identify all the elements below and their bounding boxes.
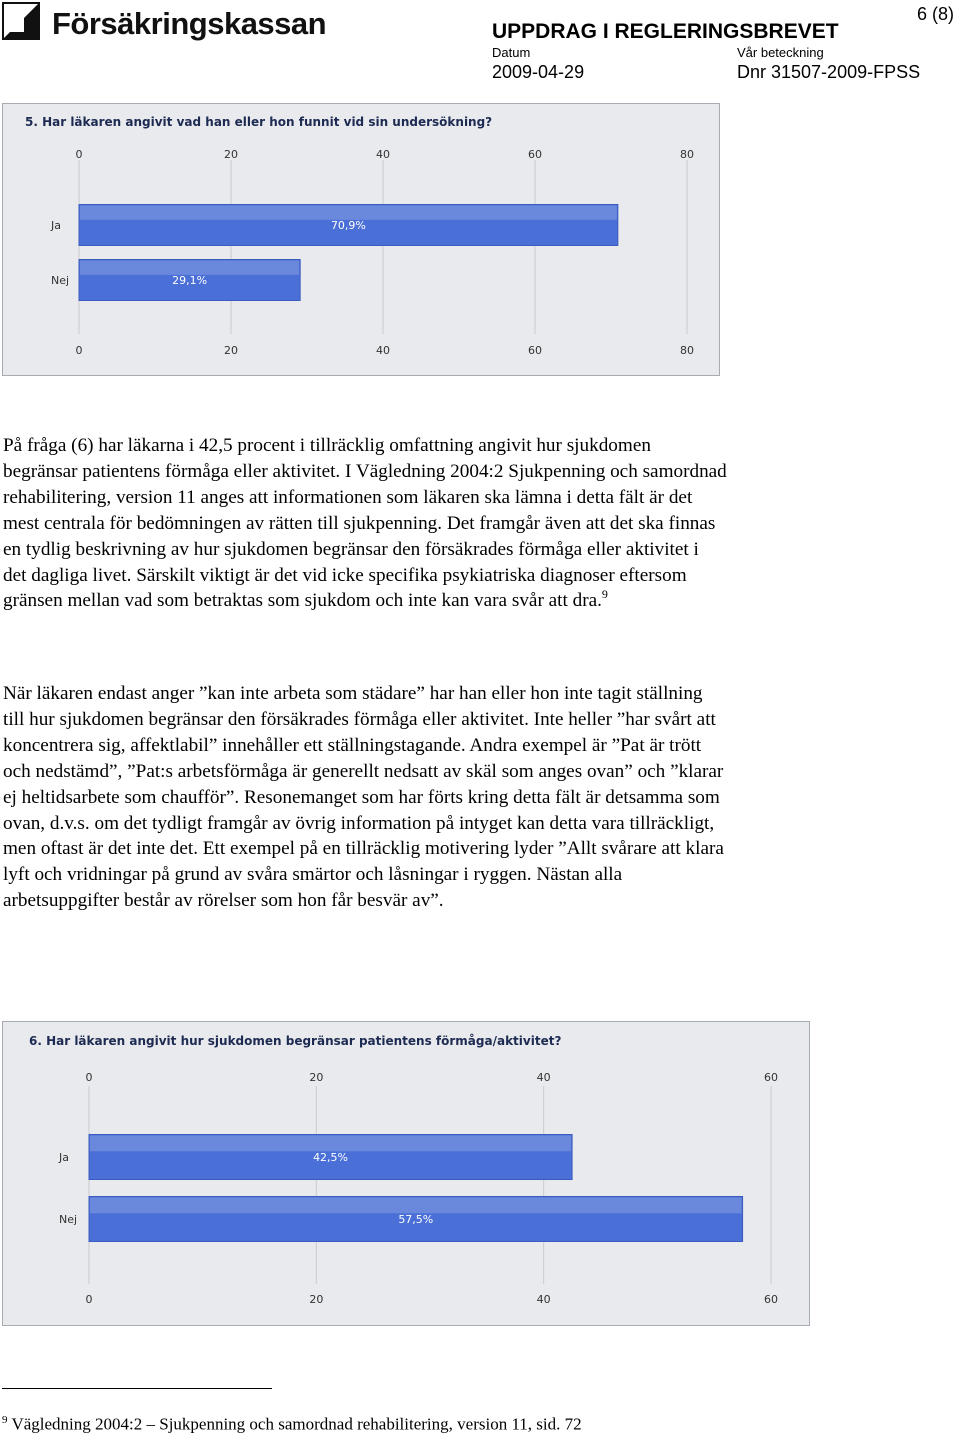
x-tick-label-bottom-2: 40 <box>536 1293 551 1306</box>
page-number: 6 (8) <box>916 4 954 24</box>
x-tick-label-top-3: 60 <box>764 1071 778 1084</box>
x-tick-label-top-3: 60 <box>528 148 542 161</box>
chart-question-6-plot <box>3 1022 809 1325</box>
date-value: 2009-04-29 <box>492 62 585 82</box>
bar-highlight-nej <box>90 1198 742 1214</box>
x-tick-label-top-2: 40 <box>536 1071 551 1084</box>
x-tick-label-top-0: 0 <box>85 1071 93 1084</box>
x-tick-label-bottom-1: 20 <box>224 344 238 357</box>
x-tick-label-bottom-4: 80 <box>680 344 694 357</box>
chart-question-6 <box>2 1021 810 1326</box>
category-label-ja: Ja <box>59 1151 69 1164</box>
category-label-nej: Nej <box>59 1213 78 1226</box>
paragraph-1 <box>3 433 727 614</box>
footnote-reference[interactable]: 9 <box>601 587 608 602</box>
x-tick-label-top-4: 80 <box>680 148 694 161</box>
paragraph-2 <box>3 681 727 914</box>
bar-highlight-ja <box>90 1136 571 1152</box>
logo-mark-icon <box>2 2 40 40</box>
reference-label: Vår beteckning <box>737 45 824 60</box>
x-tick-label-top-0: 0 <box>75 148 83 161</box>
date-label: Datum <box>492 45 531 60</box>
bar-highlight-ja <box>80 206 617 220</box>
data-label-nej: 29,1% <box>172 274 208 287</box>
chart-title: 5. Har läkaren angivit vad han eller hon funnit vid sin undersökning? <box>25 115 493 129</box>
data-label-ja: 42,5% <box>313 1151 349 1164</box>
category-label-ja: Ja <box>51 219 61 232</box>
footnote-text: Vägledning 2004:2 – Sjukpenning och samordnad rehabilitering, version 11, sid. 72 <box>11 1414 582 1434</box>
reference-value: Dnr 31507-2009-FPSS <box>737 62 921 82</box>
category-label-nej: Nej <box>51 274 70 287</box>
document-heading: UPPDRAG I REGLERINGSBREVET <box>492 20 839 43</box>
chart-question-5 <box>2 103 720 376</box>
footnote <box>2 1414 582 1435</box>
x-tick-label-bottom-0: 0 <box>85 1293 93 1306</box>
data-label-ja: 70,9% <box>330 219 366 232</box>
logo-text: Försäkringskassan <box>52 6 327 41</box>
x-tick-label-bottom-1: 20 <box>309 1293 324 1306</box>
x-tick-label-top-1: 20 <box>224 148 238 161</box>
x-tick-label-bottom-3: 60 <box>528 344 542 357</box>
x-tick-label-top-1: 20 <box>309 1071 324 1084</box>
bar-highlight-nej <box>80 261 299 275</box>
chart-question-5-plot <box>3 104 719 375</box>
paragraph-1-text: På fråga (6) har läkarna i 42,5 procent i tillräcklig omfattning angivit hur sjukdomen begränsar patientens förmåga eller aktivitet. I Vägledning 2004:2 Sjukpenning och samordnad rehabilitering, version 11 anges att informationen som läkaren ska lämna i detta fält är det mest centrala för bedömningen av rätten till sjukpenning. Det framgår även att det ska finnas en tydlig beskrivning av hur sjukdomen begränsar den försäkrades förmåga eller aktivitet i det dagliga livet. Särskilt viktigt är det vid icke specifika psykiatriska diagnoser eftersom gränsen mellan vad som betraktas som sjukdom och inte kan vara svår att dra. <box>3 435 727 612</box>
forsakringskassan-logo <box>2 2 342 48</box>
x-tick-label-top-2: 40 <box>376 148 390 161</box>
x-tick-label-bottom-0: 0 <box>75 344 83 357</box>
x-tick-label-bottom-3: 60 <box>764 1293 778 1306</box>
footnote-number: 9 <box>2 1414 8 1426</box>
footnote-separator <box>2 1388 272 1389</box>
chart-title: 6. Har läkaren angivit hur sjukdomen begränsar patientens förmåga/aktivitet? <box>29 1034 562 1048</box>
x-tick-label-bottom-2: 40 <box>376 344 390 357</box>
data-label-nej: 57,5% <box>398 1213 434 1226</box>
paragraph-2-text: När läkaren endast anger ”kan inte arbeta som städare” har han eller hon inte tagit ställning till hur sjukdomen begränsar den försäkrades förmåga eller aktivitet. Inte heller ”har svårt att koncentrera sig, affektlabil” innehåller ett ställningstagande. Andra exempel är ”Pat är trött och nedstämd”, ”Pat:s arbetsförmåga är generellt nedsatt av skäl som anges ovan” och ”klarar ej heltidsarbete som chaufför”. Resonemanget som har förts kring detta fält är detsamma som ovan, d.v.s. om det tydligt framgår av övrig information på intyget kan detta vara tillräckligt, men oftast är det inte det. Ett exempel på en tillräcklig motivering lyder ”Allt svårare att klara lyft och vridningar på grund av svåra smärtor och låsningar i ryggen. Nästan alla arbetsuppgifter består av rörelser som hon får besvär av”. <box>3 683 724 912</box>
